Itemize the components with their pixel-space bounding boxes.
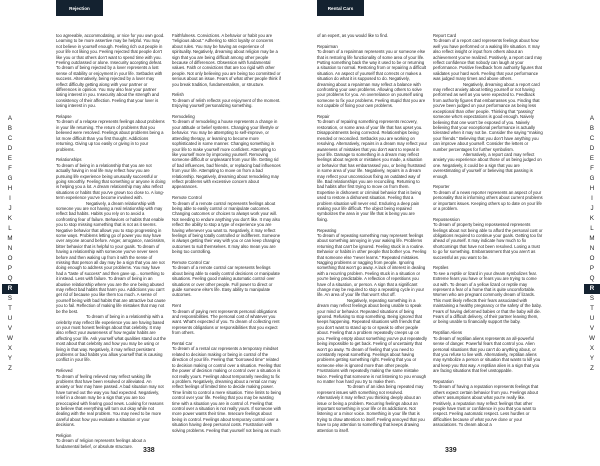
entry-paragraph: To dream of repeating something may represent feelings about something annoying in your waking life. Problems returning that can't be ignored. Feeling stuck in a routine. Behavior or habits in other people that bother you. Feeling that someone else "never learns." Repeated mistakes. Nagging problems or nagging from people. Ignoring something that won't go away. A lack of interest in dealing with a recurring problem. Feeling stuck in a situation or you're being predictable. A reflection of repetitions you have of a situation, or person. A sign that a significant change may be required to stop a repeating cycle in your life. An area of your life that won't shut off. (317, 232, 427, 298)
index-letter-y[interactable]: Y (7, 355, 13, 362)
right-header-title: Rental Cars (327, 5, 354, 11)
index-letter-c[interactable]: C (7, 135, 13, 142)
index-letter-x[interactable]: X (7, 345, 13, 352)
entry-paragraph: Alternatively, a report card may reflect anxiety you experience about those of us being judged on one. Negatively, it could be a sign that you are overestimating of yourself or believing that passing is enough. (433, 151, 542, 179)
index-letter-j[interactable]: J (8, 205, 12, 212)
index-letter-x[interactable]: X (589, 345, 595, 352)
dictionary-entry (317, 114, 427, 222)
index-letter-u[interactable]: U (589, 315, 595, 322)
right-page-header (317, 0, 364, 16)
right-alphabet-index (584, 114, 600, 374)
index-letter-a[interactable]: A (589, 115, 595, 122)
index-letter-w[interactable]: W (7, 335, 13, 342)
dictionary-entry (433, 330, 543, 373)
index-letter-b[interactable]: B (589, 125, 595, 132)
index-letter-y[interactable]: Y (589, 355, 595, 362)
index-letter-l[interactable]: L (590, 225, 594, 232)
entry-paragraph: Negatively, a dream relationship with someone you are not having a real relationship with may reflect bad habits. Habits you rely on to avoid a confronting fear of failure. Behaviors or habits that enable you to stop missing something that is not as it seems. Negative behavior that allows you to stop progressing in some ways. Problems letting go of power you may have over anyone around before. Anger, arrogance, narcissism, bitter behavior that is helpful to your goals. To dream of having a relationship with someone you've never seen before and then waking up from it with the sense of missing that person all day may be a sign that you are not doing enough to address your problems. You may have had a "taste of success" and then gave up... something to it instead. Less with failure. To dream of being in an abusive relationship where you are the one being abused may reflect bad habits that harm you. Addictions you can't get rid of because you like them too much. A sense of yourself being with bad habits that are attractive but cause you to fail. Reflection of making life mistakes that may not be the best. (56, 200, 166, 314)
dictionary-entry (172, 303, 282, 335)
index-letter-n[interactable]: N (589, 245, 595, 252)
dictionary-entry (172, 92, 282, 108)
dictionary-entry (172, 33, 282, 87)
index-letter-r[interactable]: R (584, 284, 600, 294)
right-page-number: 339 (445, 447, 457, 454)
entry-title: Rental Car (172, 341, 193, 347)
left-header-title: Rejection (69, 5, 90, 11)
entry-paragraph: Negatively, dreaming about a report card may reflect anxiety about letting yourself or not having performed as well as you were expected to. Feedback from authority figures that embarrasses you. Finding that you've been judged on your performance as being less exceptional than other people. Thinking that "passing" someone who's expectations is good enough. Naively believing that one won't be exposed of you. Naively believing that your exceptional performance is actually tolerated when it may not be. Consider the saying "making your friends." Believing that you don't have anything you can improve about yourself. Consider the letters or number percentages for further symbolism. (433, 81, 543, 152)
index-letter-i[interactable]: I (9, 195, 11, 202)
index-letter-v[interactable]: V (7, 325, 13, 332)
dictionary-entry (317, 44, 427, 109)
entry-title: Relieved (56, 368, 73, 374)
entry-title: Relish (172, 92, 184, 98)
index-letter-q[interactable]: Q (589, 275, 595, 282)
entry-paragraph: To dream of an idea being repeated may represent issues with something not resolved. Alternatively it may reflect you thinking deeply about an issue or being a problem. Recurring feelings about an important something in your life or its addictions. Not listening or a minor voice. Something in your life that is trying to draw attention to itself. Feeling annoyed that you have to pay attention to something that keeps drawing attention to itself. (317, 384, 425, 433)
entry-title: Rent (172, 303, 181, 309)
entry-title: Reptilian Aliens (433, 330, 463, 336)
index-letter-g[interactable]: G (7, 175, 13, 182)
dictionary-entry (56, 114, 166, 152)
index-letter-f[interactable]: F (8, 165, 12, 172)
dictionary-entry (433, 217, 543, 260)
left-page-column-1 (56, 33, 166, 455)
entry-title: Repeating (317, 227, 337, 233)
index-letter-k[interactable]: K (589, 215, 595, 222)
left-page-column-2 (172, 33, 282, 438)
index-letter-m[interactable]: M (589, 235, 595, 242)
index-letter-n[interactable]: N (7, 245, 13, 252)
index-letter-q[interactable]: Q (7, 275, 13, 282)
index-letter-m[interactable]: M (7, 235, 13, 242)
index-letter-z[interactable]: Z (8, 365, 12, 372)
entry-title: Reptiles (433, 265, 449, 271)
index-letter-e[interactable]: E (589, 155, 595, 162)
entry-paragraph: To dream of a news reporter represents an aspect of your personality that is informing others about current problems or important issues. Keeping others up to date on your life or a problem. (433, 189, 543, 211)
index-letter-e[interactable]: E (7, 155, 13, 162)
dictionary-entry (172, 195, 282, 254)
entry-paragraph: To dream of having a reputation represents feelings that others expect certain behavior from you. Feelings about others' assumptions about what you're really like. Positively, a reputation may reflect feelings that other people have trust or confidence in you that you want to respect. Feeling automatic respect. Less hurdles or difficulties because of what you've done or your associations. To dream about a (433, 384, 539, 428)
entry-title: Relationships (56, 157, 82, 163)
index-letter-c[interactable]: C (589, 135, 595, 142)
entry-paragraph: To dream of property being repossessed represents feelings about not being able to afford the personal cost or obligations required to continue your goals. Getting too far ahead of yourself. It may indicate how much to fix shortcomings that have not been resolved. Losing a trust to go for something. Embarrassment that you aren't as successful as you want to be. (433, 222, 543, 260)
index-letter-w[interactable]: W (589, 335, 595, 342)
index-letter-d[interactable]: D (7, 145, 13, 152)
dictionary-entry (172, 114, 282, 190)
entry-title: Remodeling (172, 114, 195, 120)
dictionary-entry (433, 265, 543, 324)
index-letter-g[interactable]: G (589, 175, 595, 182)
index-letter-f[interactable]: F (590, 165, 594, 172)
dictionary-entry (56, 33, 166, 109)
index-letter-t[interactable]: T (590, 305, 594, 312)
entry-paragraph: To dream of a relapse represents feelings about problems in your life returning. The return of problems that you believed were resolved. Feelings about problems being a lot more difficult than you first thought. Addictions returning. Giving up too easily or giving in to your problems. (56, 119, 165, 152)
entry-title: Report Card (433, 33, 457, 38)
index-letter-p[interactable]: P (589, 265, 595, 272)
right-page-column-1 (317, 33, 427, 438)
index-letter-b[interactable]: B (7, 125, 13, 132)
entry-title: Reporter (433, 184, 450, 190)
entry-paragraph: To see a reptile or lizard in your dream symbolizes fear. Extreme fears you have or fears you are trying to come out with. To dream of a yellow lizard or reptile may represent a fear of a home that is quite uncomfortable. Women who are pregnant commonly dream of lizards. This most likely reflects their fears associated with maintaining a healthy pregnancy or the safety of the baby. Fears of having deformed babies or that the baby will die. Fears of a difficult delivery, of their partner leaving them, or being unable to financially support the baby. (433, 270, 542, 325)
dictionary-entry (317, 228, 427, 433)
dictionary-entry (433, 33, 543, 179)
left-page-number: 338 (143, 447, 155, 454)
entry-title: Repairman (317, 43, 338, 49)
index-letter-l[interactable]: L (8, 225, 12, 232)
dictionary-entry (433, 184, 543, 211)
index-letter-u[interactable]: U (7, 315, 13, 322)
entry-title: Remote Control Car (172, 260, 210, 265)
entry-paragraph: To dream of being in a relationship with a celebrity may reflect life experience you are having based on your most honest feelings about that celebrity. It may also reflect your awareness of how regular habits are affecting your life. Ask yourself what qualities stand out the most about that celebrity and how you may be using or living in that way. Negatively, it may reflect persistent problems or bad habits you allow yourself that is causing conflict in your life. (56, 314, 167, 363)
index-letter-z[interactable]: Z (590, 365, 594, 372)
entry-paragraph: To dream of relish reflects your enjoyment of the moment. Enjoying yourself personalizing something. (172, 97, 281, 109)
dictionary-entry (317, 33, 427, 38)
entry-paragraph: To dream of remodeling a house represents a change in your attitude or belief systems. Changing your lifestyle or behavior. You may be attempting to self-improve, or attending therapy, or learning to become more sophisticated in some manner. Changing something in your life to make yourself more confident. Attempting to like yourself more by improving yourself. Removing someone difficult or unpleasant from your life. Getting rid of bad influences, bad friends, or replacing bad influences from your life. Attempting to move on from a bad relationship. Negatively, dreaming about remodeling may reflect problems with excessive concern about appearances. (172, 119, 281, 190)
index-letter-a[interactable]: A (7, 115, 13, 122)
index-letter-r[interactable]: R (2, 284, 18, 294)
index-letter-t[interactable]: T (8, 305, 12, 312)
index-letter-k[interactable]: K (7, 215, 13, 222)
index-letter-i[interactable]: I (591, 195, 593, 202)
entry-paragraph: To dream of a remote control car represents feelings about being able to easily control decisions or manipulate situations. Feeling good making automatic control over situations or over other people. Full power to direct or guide someone else's life. Easy ability to manipulate outcomes. (172, 265, 280, 298)
entry-paragraph: To dream of a repairman represents you or someone else that is restoring life functionality of some area of your life. Putting something back the way it used to be or returning a situation to normal. Restoring from or repairing a difficult situation. An aspect of yourself that corrects or makes a situation do what it is supposed to do. Negatively, dreaming about a repairman may reflect a balance with confronting your own problems. Allowing others to solve your problems for you. An overreliance on yourself using someone to fix your problems. Feeling stupid that you are not capable of fixing your own problems. (317, 49, 427, 109)
dictionary-entry (172, 260, 282, 298)
index-letter-p[interactable]: P (7, 265, 13, 272)
index-letter-v[interactable]: V (589, 325, 595, 332)
entry-paragraph: To dream of paying rent represents personal obligations and responsibilities. The personal cost of whatever you want. What's expected of you. To dream of collecting rent represents obligations or responsibilities that you expect from others. (172, 308, 280, 336)
dictionary-entry (56, 157, 166, 362)
entry-paragraph: too agreeable, accommodating, or nice for you own good. Learning to be more assertive may be helpful. You may not believe in yourself enough. Feeling rich out people in your life not liking you. Feeling rejected that people don't like you or that others don't want to spend time with you. Feeling outclassed or alone. Insecurity accepting defeat. To dream of being rejected by a lover represents a lost sense of stability or enjoyment in your life. Setbacks with success. Alternatively, being rejected by a lover may reflect difficulty getting along with your partner or differences in opinion. You may also fear your partner losing interest in you. Insecurity about the strength and consistency of their affection. Feeling that your lover is losing interest in you. (56, 33, 165, 109)
entry-paragraph: Faithfulness. Convictions. A behavior or habit you are "religious about." Adhering to strict loyalty or concerns about rules. You may be having an experience of spirituality. Negatively, dreaming about religion may be a sign that you are being difficult among other people because of differences. Obsession with fundamental values. Faith or convictions that are too rigid with other people. Not only believing you are being too committed or serious about an issue. Fears of what other people think if you break tradition, fundamentalism, or structure. (172, 33, 281, 87)
entry-title: Remote Control (172, 195, 202, 201)
entry-paragraph: To dream of feeling relieved may reflect waking life problems that have been resolved or alleviated. An anxiety or fear may have passed. A bad situation may not have turned out the way you had expected. Negatively, relief in a dream may be a sign that you are too preoccupied with fearing good news. Looking for reasons to believe that everything will turn out okay while not dealing with the real problem. You may need to be more careful about how you evaluate a situation or your decisions. (56, 373, 164, 428)
index-letter-s[interactable]: S (7, 295, 13, 302)
entry-paragraph: To dream of being in a relationship that you are not actually having in real life may reflect how you are pursuing life experience being unusually successful or going smoothly. Feeling that something or anyone is doing is helping you a lot. A dream relationship may also reflect situations or habits that you've grown too close to. A long-term experience you've become involved with. (56, 162, 166, 201)
entry-paragraph: To dream of a report card represents feelings about how well you have performed or a waking life situation. It may also reflect insight or input from others about an achievement you've realized. Positively, a report card may reflect confidence that nobody can laugh at your performance. Positive feedback from authority figures that validates your hard work. Feeling that your performance was judged many times and above others. (433, 38, 543, 82)
index-letter-j[interactable]: J (590, 205, 594, 212)
index-letter-d[interactable]: D (589, 145, 595, 152)
entry-title: Relapse (56, 114, 72, 120)
entry-paragraph: To dream of repairing something represents recovery, restoration, or some area of your life that has upset you. Disappointments being corrected. Relationships being mended or reconciled. Setbacks you are working on resolving. Alternatively, repairs in a dream may reflect your awareness of mistakes that you don't want to repeat in your life. Damage to something in a dream may reflect feelings about regrets or mistakes you made, a situation or behavior that has embarrassed you, or being frustrated in some area of your life. Negatively, repairs in a dream may reflect your unconscious fixing an outdated way of life. Bad relationships you are reconciling. Returning to bad habits after first trying to move on from them. Expertise in dishonest or criminal behavior that is being used to restore a dishonest situation. Feeling that a problem situation will never end. Enduring a deep pain making your life difficult. The object being repaired symbolizes the area in your life that is being you are fixing. (317, 119, 427, 222)
entry-paragraph: Negatively, repeating something in a dream may reflect feelings about being unable to speak your mind or behavior. Repeated situations of being ignored. Refusing to stop something. Being ignored that keeps happening. Repeated situations with friends that you don't want to stand up to or speak to other people about. Feeling that a problem repeatedly creeps up on you. Feeling empty about something you've put repeatedly being impossible to get back. Feeling of uncertainty that won't go away. To dream of feeling that you need to constantly repeat something. Feelings about having problems getting something right. Feeling that you or someone else is ignored more than other people. Frustrations with repeatedly making the same mistake twice. Feeling that someone is not listening to you enough no matter how hard you try to make them. (317, 297, 427, 384)
left-page-header (56, 0, 103, 16)
entry-title: Repair (317, 114, 330, 120)
right-page-column-2 (433, 33, 543, 433)
index-letter-o[interactable]: O (7, 255, 13, 262)
entry-paragraph: To dream of a rental car represents a temporary mindset related to decision making or being in control of the direction of your life. Feeling that "borrowed time" related to decision making or control over a situation. Feeling that the power of decision making or control over a situation is not really yours. Feelings about temporarily needing to fix a problem. Negatively, dreaming about a rental car may reflect feelings of limited time to decide making power. Time limits to control a mere situation. Time limits to being control over your life. Feeling that you may be wasting time with a situation you are in control of. Feeling that control over a situation is not really yours. If someone with more power wants their time. Insecure feelings about being in control. Feelings about temporary control over a situation having deep personal costs. Frustration with solving problems. Feeling that yourself not being as much (172, 346, 282, 433)
entry-paragraph: of an expert, as you would like to find. (317, 33, 389, 38)
dictionary-entry (56, 368, 166, 427)
entry-title: Religion (56, 433, 72, 438)
left-alphabet-index (2, 114, 18, 374)
index-letter-h[interactable]: H (589, 185, 595, 192)
index-letter-s[interactable]: S (589, 295, 595, 302)
entry-paragraph: To dream of reptilian aliens represents an all-powerful sense of danger. Powerful fears that control you. Alien personal situations that you can't do anything about, or that you refuse to live with. Alternatively, reptilian aliens may symbolize a person or situation that wants to kill you and keep you that way. A reptilian alien is a sign that you are facing situations that feel unstoppable. (433, 335, 541, 374)
entry-paragraph: To dream of a remote control represents feelings about being able to easily control or manipulate outcomes. Changing outcomes or choices to always work your will. Not needing to endure anything you don't like. It may also reflect the ability to stop a type of experience you are having whenever you want to. Negatively, it may reflect feelings of being totally controlled or indifferent. Someone is always getting their way with you or can keep changing outcomes to suit themselves. It may also mean you are being too controlling. (172, 200, 281, 255)
entry-title: Repossession (433, 216, 460, 222)
entry-paragraph: To dream of religion represents feelings about a fundamental belief, or absolute structure. (56, 438, 146, 449)
dictionary-entry (172, 341, 282, 433)
index-letter-o[interactable]: O (589, 255, 595, 262)
dictionary-entry (433, 379, 543, 428)
entry-title: Reputation (433, 378, 454, 384)
index-letter-h[interactable]: H (7, 185, 13, 192)
